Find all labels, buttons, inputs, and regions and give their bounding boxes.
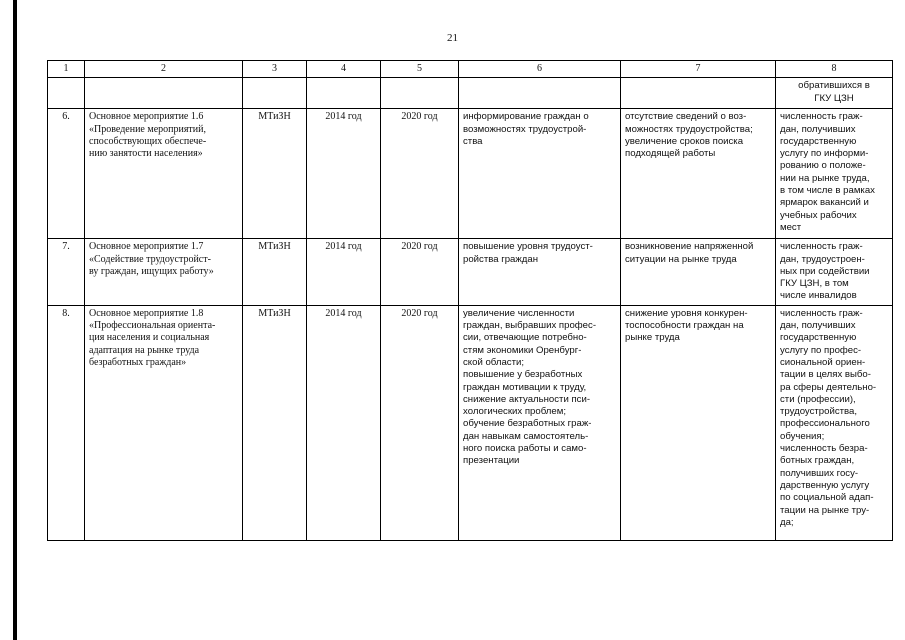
expected-result: информирование граждан о возможностях трудоустрой- ства — [459, 109, 621, 239]
empty-cell — [459, 78, 621, 109]
executor: МТиЗН — [243, 305, 307, 540]
table-row — [48, 305, 893, 540]
column-header: 2 — [85, 61, 243, 78]
column-number-row — [48, 61, 893, 78]
executor: МТиЗН — [243, 239, 307, 305]
risk-consequence: отсутствие сведений о воз- можностях трудоустройства; увеличение сроков поиска подходящей работы — [621, 109, 776, 239]
activity-name: Основное мероприятие 1.8 «Профессиональная ориента- ция населения и социальная адаптация на рынке труда безработных граждан» — [85, 305, 243, 540]
carryover-indicator: обратившихся в ГКУ ЦЗН — [776, 78, 893, 109]
start-year: 2014 год — [307, 109, 381, 239]
column-header: 5 — [381, 61, 459, 78]
start-year: 2014 год — [307, 239, 381, 305]
risk-consequence: снижение уровня конкурен- тоспособности граждан на рынке труда — [621, 305, 776, 540]
expected-result: повышение уровня трудоуст- ройства граждан — [459, 239, 621, 305]
expected-result: увеличение численности граждан, выбравших профес- сии, отвечающие потребно- стям экономики Оренбург- ской области; повышение у безработных граждан мотивации к труду, снижение актуальности пси- хологических проблем; обучение безработных граж- дан навыкам самостоятель- ного поиска работы и само- презентации — [459, 305, 621, 540]
column-header: 4 — [307, 61, 381, 78]
row-number: 6. — [48, 109, 85, 239]
empty-cell — [243, 78, 307, 109]
indicator: численность граж- дан, получивших государственную услугу по профес- сиональной ориен- тации в целях выбо- ра сферы деятельно- сти (профессии), трудоустройства, профессионального обучения; численность безра- ботных граждан, получивших госу- дарственную услугу по социальной адап- тации на рынке тру- да; — [776, 305, 893, 540]
activity-name: Основное мероприятие 1.6 «Проведение мероприятий, способствующих обеспече- нию занятости населения» — [85, 109, 243, 239]
empty-cell — [621, 78, 776, 109]
end-year: 2020 год — [381, 239, 459, 305]
carryover-row — [48, 78, 893, 109]
empty-cell — [381, 78, 459, 109]
indicator: численность граж- дан, получивших государственную услугу по информи- рованию о положе- нии на рынке труда, в том числе в рамках ярмарок вакансий и учебных рабочих мест — [776, 109, 893, 239]
column-header: 7 — [621, 61, 776, 78]
empty-cell — [48, 78, 85, 109]
row-number: 8. — [48, 305, 85, 540]
column-header: 8 — [776, 61, 893, 78]
activity-name: Основное мероприятие 1.7 «Содействие трудоустройст- ву граждан, ищущих работу» — [85, 239, 243, 305]
end-year: 2020 год — [381, 305, 459, 540]
empty-cell — [307, 78, 381, 109]
end-year: 2020 год — [381, 109, 459, 239]
executor: МТиЗН — [243, 109, 307, 239]
activities-table — [47, 60, 893, 541]
row-number: 7. — [48, 239, 85, 305]
empty-cell — [85, 78, 243, 109]
indicator: численность граж- дан, трудоустроен- ных при содействии ГКУ ЦЗН, в том числе инвалидов — [776, 239, 893, 305]
column-header: 3 — [243, 61, 307, 78]
risk-consequence: возникновение напряженной ситуации на рынке труда — [621, 239, 776, 305]
page-number: 21 — [447, 32, 458, 44]
page-edge-bar — [13, 0, 17, 640]
table-row — [48, 109, 893, 239]
column-header: 1 — [48, 61, 85, 78]
column-header: 6 — [459, 61, 621, 78]
table-row — [48, 239, 893, 305]
start-year: 2014 год — [307, 305, 381, 540]
